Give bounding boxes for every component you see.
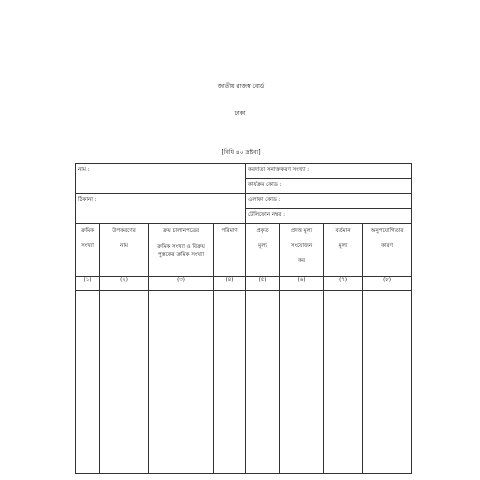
rule-reference: [বিধি ৪০ দ্রষ্টব্য] [221, 149, 261, 156]
column-header: প্রকৃত মূল্য [246, 224, 280, 277]
column-number: (৭) [324, 277, 363, 291]
entry-cell[interactable] [76, 291, 100, 474]
column-number: (৮) [363, 277, 412, 291]
column-number: (৩) [149, 277, 214, 291]
column-header: বর্তমান মূল্য [324, 224, 363, 277]
reg-no-cell[interactable] [246, 164, 412, 179]
zone-code-label: কার্যক্রম কোড : [248, 182, 282, 188]
column-number: (৫) [246, 277, 280, 291]
entry-cell[interactable] [363, 291, 412, 474]
zone-code-cell[interactable] [246, 179, 412, 194]
address-label: ঠিকানা : [78, 197, 97, 203]
column-number: (৪) [214, 277, 246, 291]
column-header: পরিমাণ [214, 224, 246, 277]
name-label: নাম : [78, 167, 90, 173]
entry-cell[interactable] [100, 291, 149, 474]
column-header: অনুপযোগিতার কারণ [363, 224, 412, 277]
column-number: (২) [100, 277, 149, 291]
entry-cell[interactable] [149, 291, 214, 474]
phone-label: টেলিফোন নম্বর : [248, 212, 285, 218]
entry-cell[interactable] [280, 291, 324, 474]
entry-cell[interactable] [324, 291, 363, 474]
column-header: প্রদত্ত মূল্য সংযোজন কর [280, 224, 324, 277]
name-cell[interactable] [76, 164, 246, 194]
org-title: জাতীয় রাজস্ব বোর্ড [217, 83, 265, 90]
entry-cell[interactable] [246, 291, 280, 474]
column-header: ক্রমিক সংখ্যা [76, 224, 100, 277]
entry-cell[interactable] [214, 291, 246, 474]
area-code-label: এলাকা কোড : [248, 197, 281, 203]
stock-form-table [75, 163, 412, 474]
city-title: ঢাকা [234, 110, 246, 117]
column-header: উপকরণের নাম [100, 224, 149, 277]
address-cell[interactable] [76, 194, 246, 224]
reg-no-label: করদাতা সনাক্তকরণ সংখ্যা : [248, 167, 310, 173]
column-header: ক্রয় চালানপত্রের ক্রমিক সংখ্যা ও বিক্রয় পুস্তকের ক্রমিক সংখ্যা [149, 224, 214, 277]
area-code-cell[interactable] [246, 194, 412, 209]
column-number: (১) [76, 277, 100, 291]
column-number: (৬) [280, 277, 324, 291]
phone-cell[interactable] [246, 209, 412, 224]
